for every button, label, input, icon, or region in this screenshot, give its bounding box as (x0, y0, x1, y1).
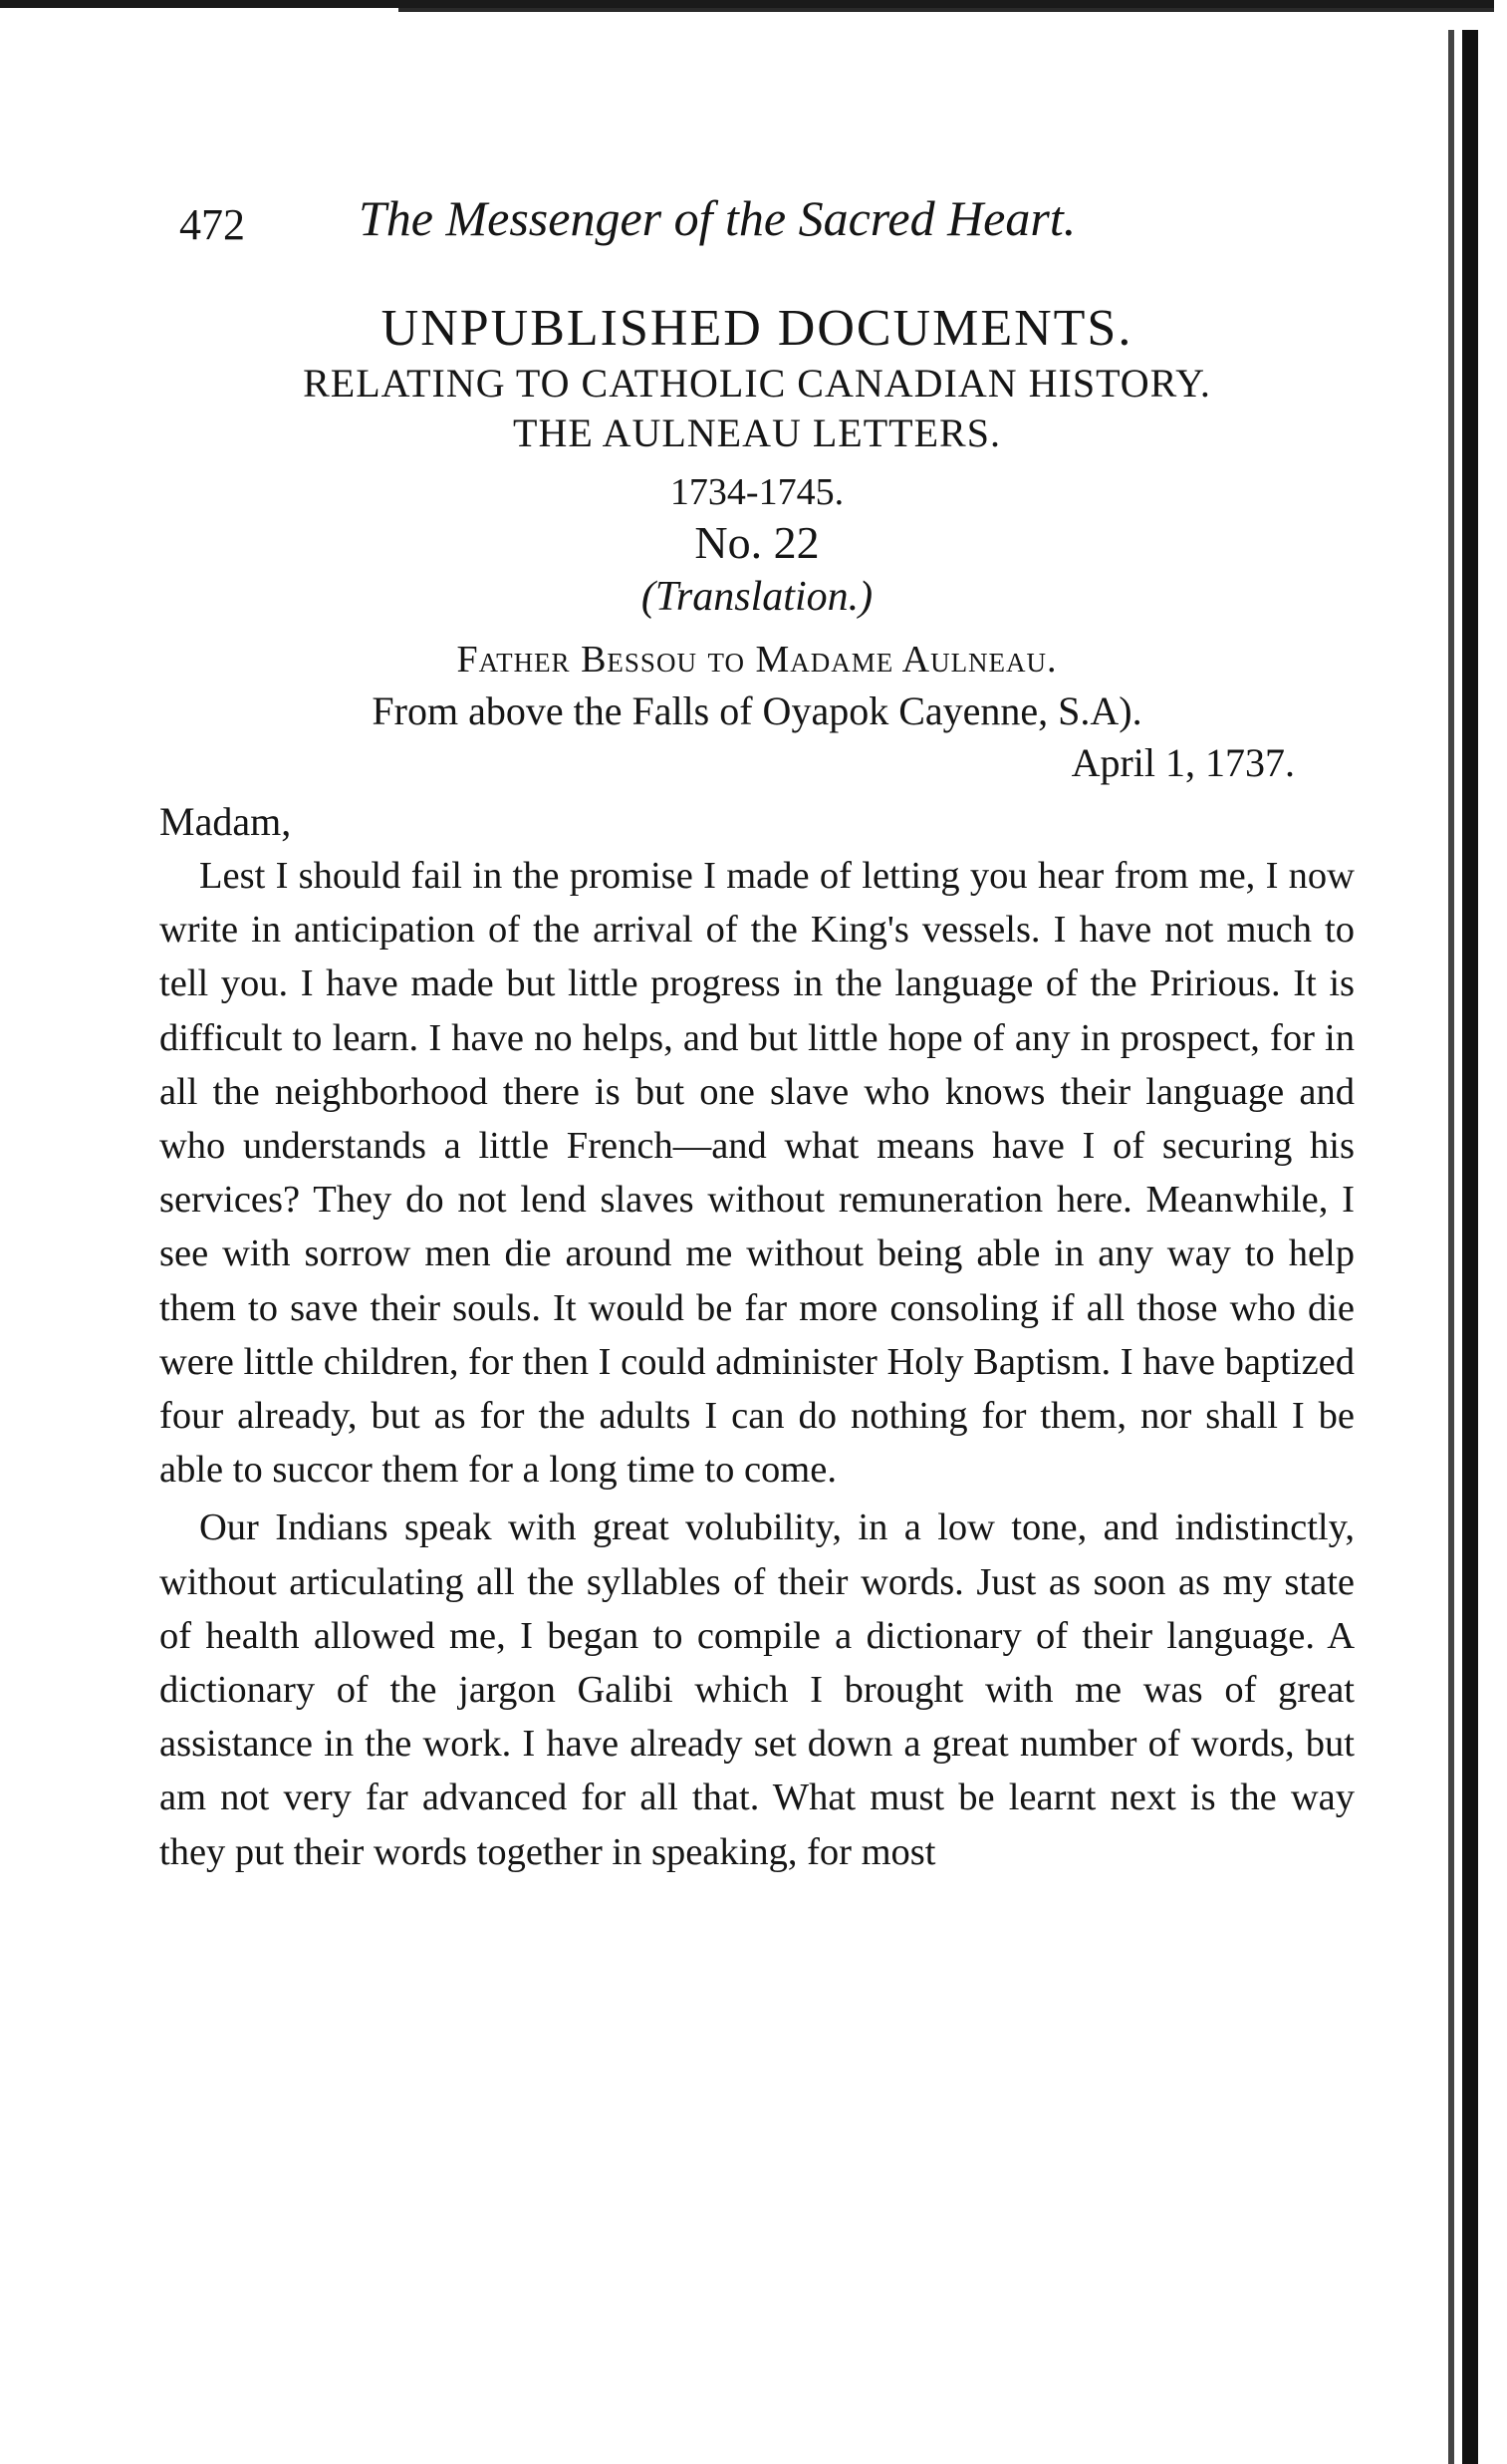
letter-place: From above the Falls of Oyapok Cayenne, S.A). (372, 688, 1142, 733)
document-heading: UNPUBLISHED DOCUMENTS. (380, 300, 1133, 357)
letter-number: No. 22 (694, 517, 820, 568)
page-edge-line (1448, 30, 1454, 2464)
body-paragraph: Lest I should fail in the promise I made of letting you hear from me, I now write in anticipation of the arrival of the King's vessels. I have not much to tell you. I have made but little progress in the language of the Pririous. It is difficult to learn. I have no helps, and but little hope of any in prospect, for in all the neighborhood there is but one slave who knows their language and who understands a little French—and what means have I of securing his services? They do not lend slaves without remuneration here. Meanwhile, I see with sorrow men die around me without being able in any way to help them to save their souls. It would be far more consoling if all those who die were little children, for then I could administer Holy Baptism. I have baptized four already, but as for the adults I can do nothing for them, nor shall I be able to succor them for a long time to come. (159, 855, 1355, 1492)
series-title: THE AULNEAU LETTERS. (513, 411, 1001, 455)
running-title: The Messenger of the Sacred Heart. (359, 190, 1077, 246)
letter-salutation: Madam, (159, 799, 292, 844)
document-page (159, 189, 1355, 1879)
page-number: 472 (179, 200, 245, 249)
running-head (159, 189, 1355, 259)
top-border-rule-inner (398, 8, 1494, 12)
document-subheading: RELATING TO CATHOLIC CANADIAN HISTORY. (303, 361, 1211, 406)
page-edge-shadow (1462, 30, 1478, 2464)
top-border-rule (0, 0, 1494, 8)
letter-date: April 1, 1737. (1071, 740, 1295, 785)
letter-from-to: Father Bessou to Madame Aulneau. (456, 639, 1058, 681)
series-years: 1734-1745. (669, 471, 845, 513)
translation-note: (Translation.) (640, 574, 874, 620)
body-paragraph: Our Indians speak with great volubility, in a low tone, and indistinctly, without articulating all the syllables of their words. Just as soon as my state of health allowed me, I began to compile a dictionary of their language. A dictionary of the jargon Galibi which I brought with me was of great assistance in the work. I have already set down a great number of words, but am not very far advanced for all that. What must be learnt next is the way they put their words together in speaking, for most (159, 1506, 1355, 1873)
